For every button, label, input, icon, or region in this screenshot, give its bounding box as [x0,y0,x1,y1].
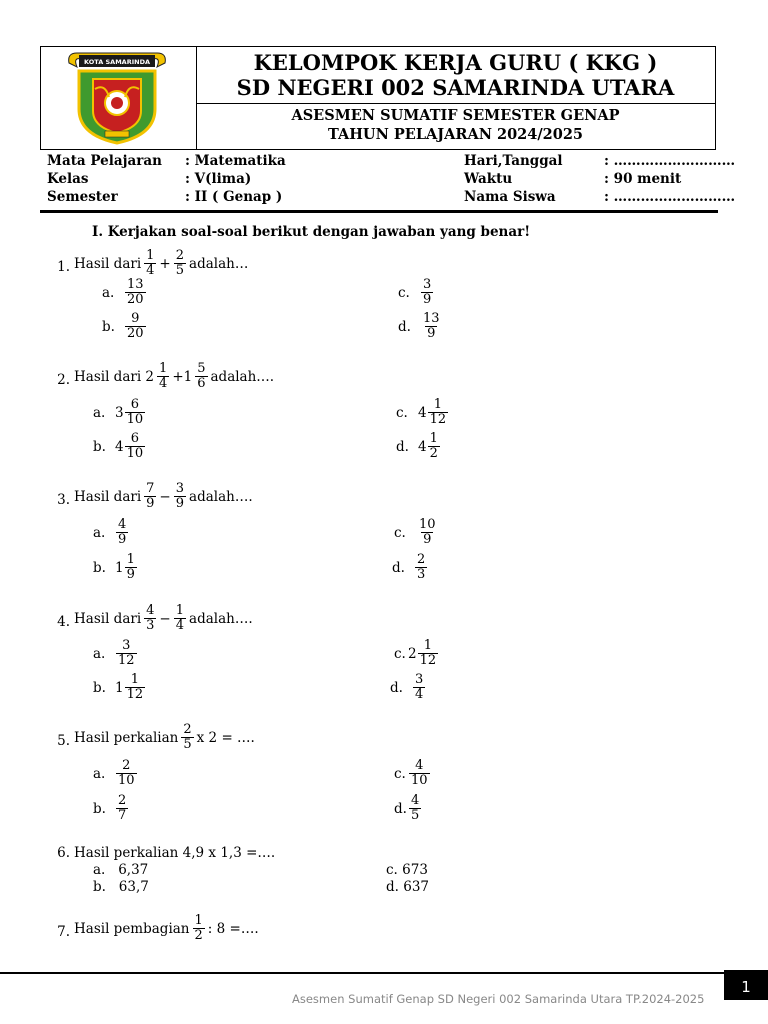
info-value-date: : ……………………… [604,153,736,169]
fraction: $\frac{4}{3}$ [146,603,155,633]
fraction: $\frac{1}{2}$ [429,431,438,461]
fraction: $\frac{4}{5}$ [411,793,420,823]
question-text: Hasil dari 2 [74,368,155,385]
option-c[interactable]: c. $\frac{3}{9}$ [398,277,432,307]
info-value-time: : 90 menit [604,171,682,187]
fraction: $\frac{1}{12}$ [126,672,144,702]
question-number: 3. [57,492,70,508]
header-title-line1: KELOMPOK KERJA GURU ( KKG ) [253,50,658,75]
question-number: 6. [57,845,70,861]
fraction: $\frac{3}{9}$ [175,481,185,511]
section-title: I. Kerjakan soal-soal berikut dengan jawaban yang benar! [92,224,531,240]
info-left-values [185,152,286,206]
info-value-subject: : Matematika [185,153,286,169]
option-d[interactable]: d. 637 [386,879,429,895]
option-c[interactable]: c. 673 [386,862,428,878]
info-value-student-name: : ……………………… [604,189,736,205]
header-subtitle [196,104,715,149]
option-c[interactable]: c. $\frac{4}{10}$ [394,758,428,788]
question-number: 4. [57,614,70,630]
info-label-subject: Mata Pelajaran [47,153,162,169]
info-left-labels [47,152,162,206]
fraction: $\frac{5}{6}$ [197,361,206,391]
fraction: $\frac{2}{5}$ [183,722,192,752]
info-label-student-name: Nama Siswa [464,189,556,205]
option-c[interactable]: c. 2 $\frac{1}{12}$ [394,638,437,668]
info-value-class: : V(lima) [185,171,252,187]
option-b[interactable]: b. $\frac{9}{20}$ [102,311,144,341]
question-text: Hasil pembagian [74,920,190,937]
option-a[interactable]: a. $\frac{3}{12}$ [93,638,135,668]
fraction: $\frac{3}{12}$ [118,638,135,668]
question-text: Hasil dari [74,610,142,627]
fraction: $\frac{10}{9}$ [419,517,436,547]
question-text: Hasil dari [74,488,142,505]
fraction: $\frac{2}{10}$ [118,758,135,788]
option-a[interactable]: a. 6,37 [93,862,149,878]
fraction: $\frac{3}{4}$ [415,672,424,702]
header-title-line2: SD NEGERI 002 SAMARINDA UTARA [236,75,675,100]
option-d[interactable]: d. $\frac{4}{5}$ [394,793,420,823]
option-b[interactable]: b. 1 $\frac{1}{9}$ [93,552,135,582]
header-subtitle-line1: ASESMEN SUMATIF SEMESTER GENAP [291,107,620,124]
option-b[interactable]: b. 1 $\frac{1}{12}$ [93,672,144,702]
fraction: $\frac{9}{20}$ [127,311,144,341]
header-divider [40,210,718,213]
fraction: $\frac{1}{12}$ [429,397,447,427]
option-c[interactable]: c. $\frac{10}{9}$ [394,517,436,547]
fraction: $\frac{1}{9}$ [126,552,135,582]
fraction: $\frac{2}{3}$ [417,552,426,582]
fraction: $\frac{6}{10}$ [126,397,144,427]
option-a[interactable]: a. 3 $\frac{6}{10}$ [93,397,144,427]
info-value-semester: : II ( Genap ) [185,189,283,205]
fraction: $\frac{1}{2}$ [194,913,203,943]
option-b[interactable]: b. 63,7 [93,879,149,895]
info-label-time: Waktu [464,171,513,187]
info-label-date: Hari,Tanggal [464,153,563,169]
info-label-class: Kelas [47,171,89,187]
info-right-labels [464,152,563,206]
info-label-semester: Semester [47,189,118,205]
samarinda-logo [65,49,169,145]
fraction: $\frac{13}{20}$ [127,277,144,307]
option-c[interactable]: c. 4 $\frac{1}{12}$ [396,397,447,427]
fraction: $\frac{4}{10}$ [411,758,428,788]
question-text: Hasil perkalian 4,9 x 1,3 =…. [74,845,276,861]
fraction: $\frac{1}{4}$ [175,603,185,633]
header-title [196,47,715,104]
fraction: $\frac{1}{4}$ [159,361,168,391]
page-number: 1 [724,970,768,1000]
header-subtitle-line2: TAHUN PELAJARAN 2024/2025 [327,126,584,143]
fraction: $\frac{2}{5}$ [175,248,185,278]
option-a[interactable]: a. $\frac{4}{9}$ [93,517,127,547]
fraction: $\frac{6}{10}$ [126,431,144,461]
header-box [40,46,716,150]
fraction: $\frac{2}{7}$ [118,793,127,823]
option-b[interactable]: b. $\frac{2}{7}$ [93,793,127,823]
svg-text:KOTA SAMARINDA: KOTA SAMARINDA [84,58,150,66]
option-a[interactable]: a. $\frac{13}{20}$ [102,277,144,307]
question-number: 7. [57,924,70,940]
footer-text: Asesmen Sumatif Genap SD Negeri 002 Samarinda Utara TP.2024-2025 [292,992,705,1006]
fraction: $\frac{13}{9}$ [423,311,440,341]
option-b[interactable]: b. 4 $\frac{6}{10}$ [93,431,144,461]
footer-rule [0,972,725,974]
option-d[interactable]: d. $\frac{13}{9}$ [398,311,440,341]
option-d[interactable]: d. $\frac{2}{3}$ [392,552,426,582]
option-a[interactable]: a. $\frac{2}{10}$ [93,758,135,788]
fraction: $\frac{3}{9}$ [423,277,432,307]
info-right-values [604,152,736,206]
question-text: Hasil dari [74,255,142,272]
option-d[interactable]: d. 4 $\frac{1}{2}$ [396,431,438,461]
question-text: Hasil perkalian [74,729,179,746]
fraction: $\frac{1}{4}$ [146,248,155,278]
question-number: 2. [57,372,70,388]
fraction: $\frac{1}{12}$ [419,638,437,668]
option-d[interactable]: d. $\frac{3}{4}$ [390,672,424,702]
fraction: $\frac{7}{9}$ [146,481,155,511]
question-number: 1. [57,259,70,275]
question-number: 5. [57,733,70,749]
fraction: $\frac{4}{9}$ [118,517,127,547]
logo-cell [41,47,197,149]
